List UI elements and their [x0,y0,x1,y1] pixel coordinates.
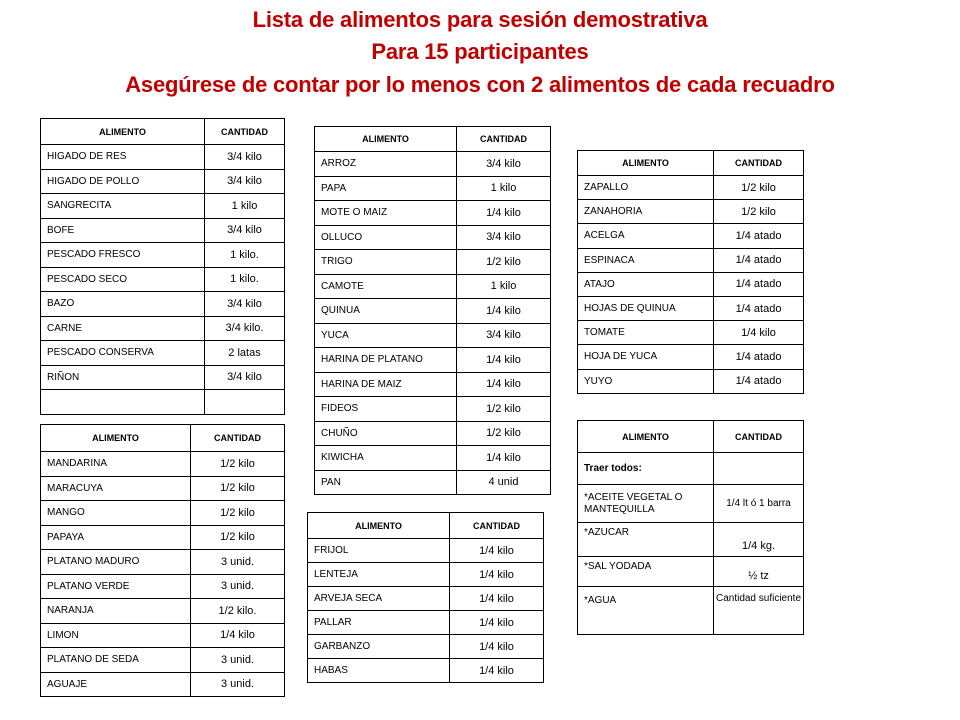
food-name: PAPA [315,176,457,201]
food-name: PESCADO SECO [41,267,205,292]
food-quantity: 3/4 kilo [457,225,551,250]
food-name: HABAS [308,659,450,683]
food-name: ATAJO [578,272,714,296]
food-name: ZAPALLO [578,176,714,200]
food-quantity: 1/4 kilo [714,321,804,345]
table-row [308,611,544,635]
food-quantity: 1/4 kilo [191,623,285,648]
food-name: PLATANO VERDE [41,574,191,599]
food-name: ARROZ [315,152,457,177]
food-name: MANGO [41,501,191,526]
food-quantity: 1/4 kilo [450,563,544,587]
food-quantity: 3/4 kilo [205,169,285,194]
food-quantity: 1 kilo [457,176,551,201]
food-name: RIÑON [41,365,205,390]
table-row [41,243,285,268]
header-alimento: ALIMENTO [315,127,457,152]
food-name: MANDARINA [41,452,191,477]
table-row [315,176,551,201]
food-quantity: 3/4 kilo [205,145,285,170]
food-name: CAMOTE [315,274,457,299]
food-name: LIMON [41,623,191,648]
table-row [41,145,285,170]
food-name: ZANAHORIA [578,200,714,224]
note-cell: Traer todos: [578,453,714,485]
food-name: PAN [315,470,457,495]
food-quantity [205,390,285,415]
table-row [41,267,285,292]
title-line-2: Para 15 participantes [371,39,589,64]
food-quantity: 3 unid. [191,672,285,697]
food-name: *ACEITE VEGETAL O MANTEQUILLA [578,485,714,523]
food-name: NARANJA [41,599,191,624]
table-row [315,348,551,373]
header-cantidad: CANTIDAD [457,127,551,152]
table-row [41,623,285,648]
table-row [578,369,804,393]
food-name: HARINA DE MAIZ [315,372,457,397]
food-quantity: 3 unid. [191,550,285,575]
table-row [578,321,804,345]
table-row [41,525,285,550]
food-name: *AGUA [578,587,714,635]
food-quantity: 1/4 kilo [457,299,551,324]
food-name: *SAL YODADA [578,557,714,587]
food-quantity: 3 unid. [191,648,285,673]
table-row [315,470,551,495]
food-name: PLATANO MADURO [41,550,191,575]
header-alimento: ALIMENTO [41,425,191,452]
header-cantidad: CANTIDAD [714,151,804,176]
food-name: HOJA DE YUCA [578,345,714,369]
table-row [41,365,285,390]
table-row [315,421,551,446]
food-name: YUCA [315,323,457,348]
food-name: MARACUYA [41,476,191,501]
food-quantity: 1/2 kilo. [191,599,285,624]
food-quantity: ½ tz [714,557,804,587]
food-name: PAPAYA [41,525,191,550]
table-vegetables [577,150,804,394]
table-row [41,390,285,415]
food-quantity: 1/4 kg. [714,523,804,557]
header-alimento: ALIMENTO [578,421,714,453]
food-name: MOTE O MAIZ [315,201,457,226]
table-row [41,452,285,477]
table-row [308,635,544,659]
table-row [308,539,544,563]
food-name: FIDEOS [315,397,457,422]
food-quantity: 1/4 kilo [450,635,544,659]
food-quantity: 1/4 lt ó 1 barra [714,485,804,523]
food-name: PALLAR [308,611,450,635]
food-name: CHUÑO [315,421,457,446]
table-legumes [307,512,544,683]
title-line-1: Lista de alimentos para sesión demostrativa [252,7,708,32]
header-alimento: ALIMENTO [578,151,714,176]
food-name: HOJAS DE QUINUA [578,296,714,320]
table-fruits [40,424,285,697]
table-animal-foods [40,118,285,415]
food-name: QUINUA [315,299,457,324]
table-row [315,225,551,250]
table-row [315,201,551,226]
food-quantity: Cantidad suficiente [714,587,804,635]
food-quantity: 1 kilo [205,194,285,219]
food-name [41,390,205,415]
food-quantity: 1/2 kilo [714,200,804,224]
food-quantity: 1/4 atado [714,296,804,320]
food-name: HARINA DE PLATANO [315,348,457,373]
header-cantidad: CANTIDAD [714,421,804,453]
food-quantity: 3/4 kilo [457,152,551,177]
table-row [41,169,285,194]
food-quantity: 2 latas [205,341,285,366]
table-row [41,292,285,317]
food-quantity: 1/2 kilo [191,476,285,501]
table-row [578,272,804,296]
food-name: SANGRECITA [41,194,205,219]
food-quantity: 1 kilo [457,274,551,299]
table-row [578,224,804,248]
table-row [41,341,285,366]
table-other-items [577,420,804,635]
food-quantity: 4 unid [457,470,551,495]
table-row [308,563,544,587]
food-quantity: 1/4 kilo [450,587,544,611]
food-quantity: 3/4 kilo [205,292,285,317]
food-name: YUYO [578,369,714,393]
table-row [578,200,804,224]
food-quantity: 1/2 kilo [714,176,804,200]
food-quantity: 1 kilo. [205,243,285,268]
table-row [315,299,551,324]
food-name: TRIGO [315,250,457,275]
food-quantity: 1/2 kilo [457,250,551,275]
table-row [308,659,544,683]
food-quantity: 3/4 kilo [457,323,551,348]
food-name: BAZO [41,292,205,317]
table-row [41,672,285,697]
header-cantidad: CANTIDAD [450,513,544,539]
food-quantity: 1/2 kilo [457,421,551,446]
food-quantity: 1/4 kilo [457,446,551,471]
food-name: PESCADO CONSERVA [41,341,205,366]
food-quantity: 1/4 kilo [457,201,551,226]
food-name: *AZUCAR [578,523,714,557]
food-name: HIGADO DE POLLO [41,169,205,194]
food-quantity: 1/2 kilo [457,397,551,422]
food-name: LENTEJA [308,563,450,587]
food-quantity: 1/4 kilo [457,372,551,397]
food-quantity: 1/2 kilo [191,525,285,550]
food-quantity: 3/4 kilo [205,218,285,243]
food-quantity: 1/2 kilo [191,452,285,477]
food-quantity: 1/4 kilo [450,659,544,683]
table-row [578,345,804,369]
food-name: TOMATE [578,321,714,345]
header-cantidad: CANTIDAD [191,425,285,452]
food-name: HIGADO DE RES [41,145,205,170]
table-row [41,501,285,526]
table-row [41,316,285,341]
table-row [578,248,804,272]
food-name: ARVEJA SECA [308,587,450,611]
food-name: GARBANZO [308,635,450,659]
header-alimento: ALIMENTO [308,513,450,539]
food-name: PLATANO DE SEDA [41,648,191,673]
food-quantity: 3/4 kilo. [205,316,285,341]
table-row [315,397,551,422]
table-row [315,250,551,275]
table-row [41,550,285,575]
food-quantity: 1/4 atado [714,345,804,369]
table-row [315,372,551,397]
table-row [41,574,285,599]
empty-cell [714,453,804,485]
table-row [41,194,285,219]
title-line-3: Asegúrese de contar por lo menos con 2 alimentos de cada recuadro [125,72,835,97]
table-row [41,476,285,501]
food-name: BOFE [41,218,205,243]
food-quantity: 1/4 atado [714,224,804,248]
food-name: ACELGA [578,224,714,248]
table-row [315,446,551,471]
food-quantity: 1/4 kilo [457,348,551,373]
food-quantity: 1/4 kilo [450,611,544,635]
table-cereals-tubers [314,126,551,495]
food-name: FRIJOL [308,539,450,563]
table-row [315,274,551,299]
table-row [41,648,285,673]
food-name: KIWICHA [315,446,457,471]
food-name: CARNE [41,316,205,341]
table-row [315,323,551,348]
food-quantity: 1/2 kilo [191,501,285,526]
food-quantity: 3 unid. [191,574,285,599]
food-quantity: 1/4 atado [714,272,804,296]
table-row [578,296,804,320]
food-quantity: 1/4 kilo [450,539,544,563]
table-row [41,218,285,243]
food-name: PESCADO FRESCO [41,243,205,268]
food-name: AGUAJE [41,672,191,697]
food-name: OLLUCO [315,225,457,250]
table-row [578,176,804,200]
food-quantity: 1/4 atado [714,369,804,393]
food-quantity: 3/4 kilo [205,365,285,390]
food-quantity: 1/4 atado [714,248,804,272]
table-row [308,587,544,611]
header-cantidad: CANTIDAD [205,119,285,145]
food-quantity: 1 kilo. [205,267,285,292]
table-row [315,152,551,177]
table-row [41,599,285,624]
food-name: ESPINACA [578,248,714,272]
header-alimento: ALIMENTO [41,119,205,145]
